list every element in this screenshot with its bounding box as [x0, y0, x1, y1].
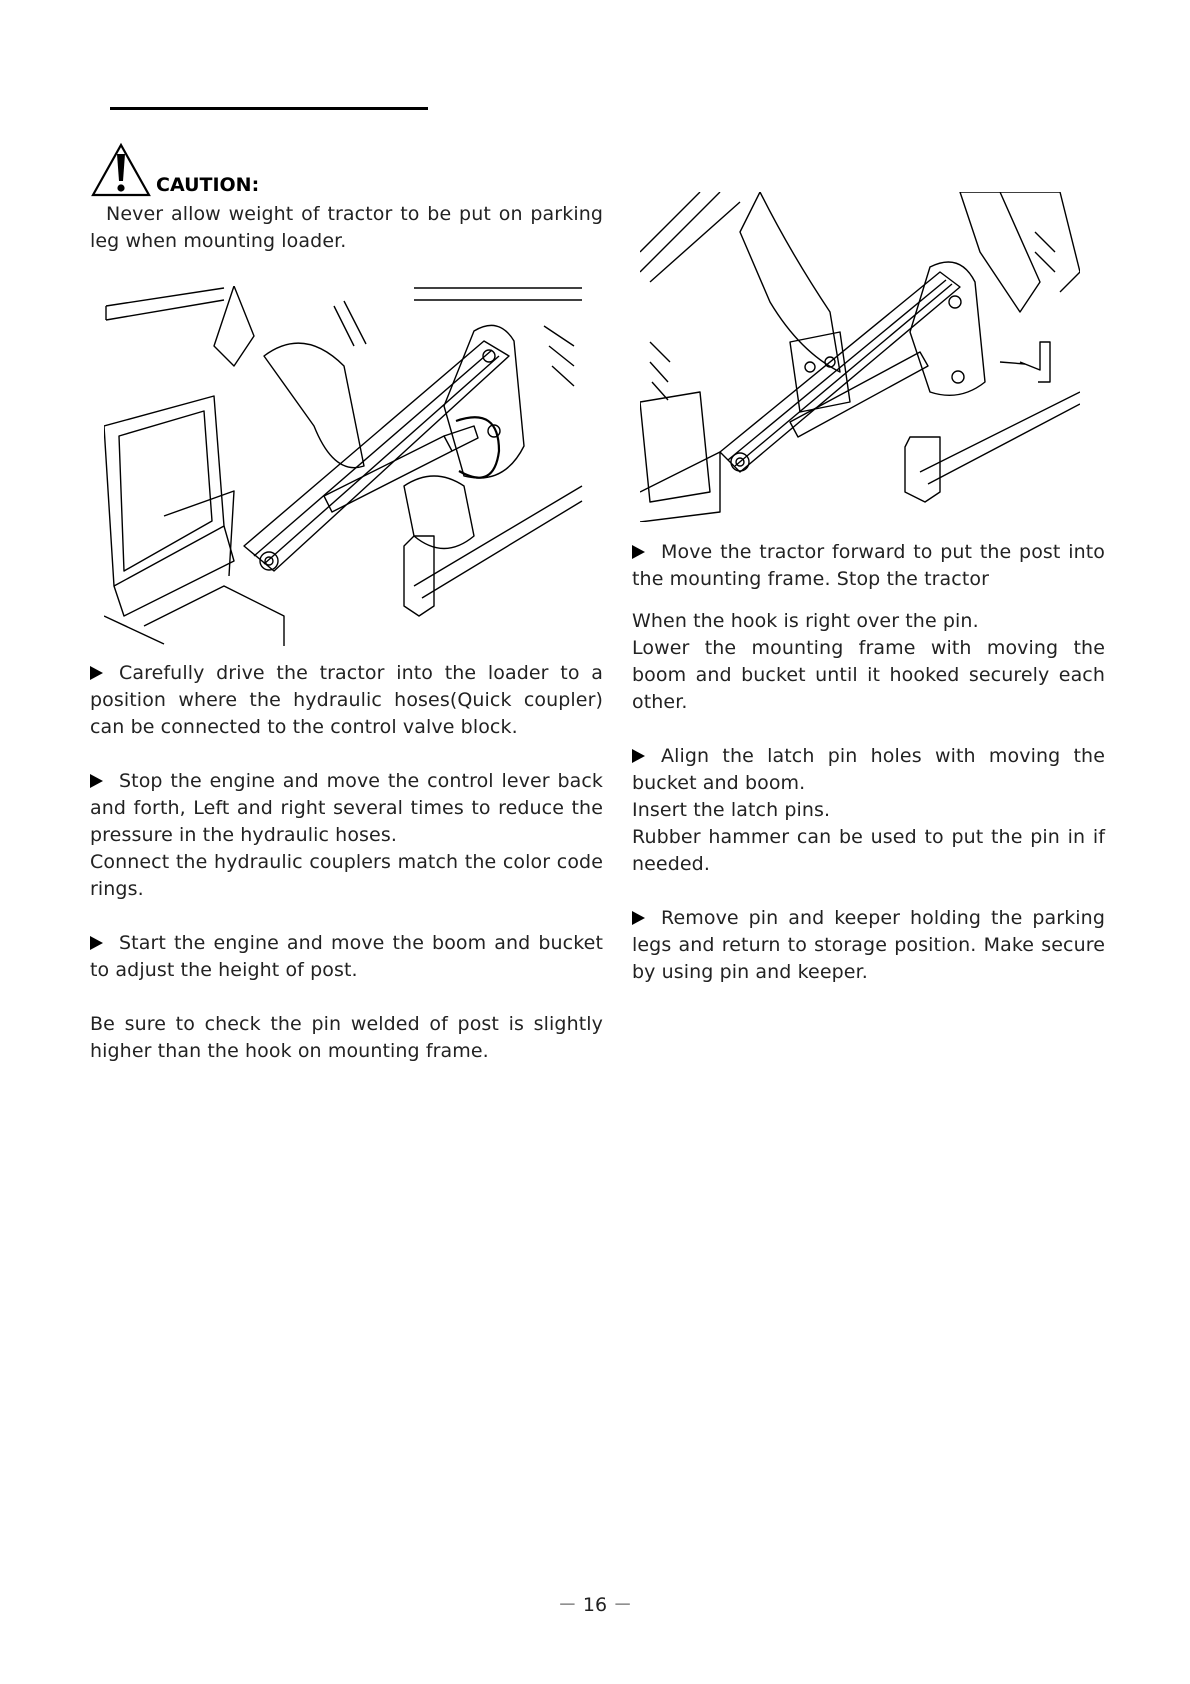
header-rule — [110, 107, 428, 110]
loader-mounting-illustration-1 — [104, 286, 584, 646]
caution-header — [90, 140, 610, 198]
instruction-check-pin: Be sure to check the pin welded of post is slightly higher than the hook on mounting frame. — [90, 1013, 603, 1062]
warning-triangle-icon — [90, 142, 152, 198]
caution-text: Never allow weight of tractor to be put on parking leg when mounting loader. — [90, 203, 603, 252]
right-column — [632, 539, 1105, 986]
instruction-align-holes: Align the latch pin holes with moving the bucket and boom. — [632, 745, 1105, 794]
left-column — [90, 660, 603, 1065]
page-number: － 16 － — [557, 1594, 633, 1616]
triangle-bullet-icon — [90, 936, 103, 950]
triangle-bullet-icon — [632, 749, 645, 763]
instruction-lower-frame: Lower the mounting frame with moving the boom and bucket until it hooked securely each other. — [632, 637, 1105, 713]
instruction-hook-over-pin: When the hook is right over the pin. — [632, 610, 979, 632]
instruction-connect-couplers: Connect the hydraulic couplers match the color code rings. — [90, 851, 603, 900]
instruction-start-engine: Start the engine and move the boom and bucket to adjust the height of post. — [90, 932, 603, 981]
caution-block — [90, 140, 610, 255]
instruction-drive-in: Carefully drive the tractor into the loader to a position where the hydraulic hoses(Quick coupler) can be connected to the control valve block. — [90, 662, 603, 738]
instruction-rubber-hammer: Rubber hammer can be used to put the pin in if needed. — [632, 826, 1105, 875]
instruction-stop-engine: Stop the engine and move the control lever back and forth, Left and right several times to reduce the pressure in the hydraulic hoses. — [90, 770, 603, 846]
caution-title: CAUTION: — [156, 174, 260, 196]
triangle-bullet-icon — [90, 774, 103, 788]
instruction-insert-pins: Insert the latch pins. — [632, 799, 831, 821]
triangle-bullet-icon — [632, 911, 645, 925]
triangle-bullet-icon — [90, 666, 103, 680]
loader-mounting-illustration-2 — [640, 192, 1080, 522]
instruction-move-forward: Move the tractor forward to put the post into the mounting frame. Stop the tractor — [632, 541, 1105, 590]
triangle-bullet-icon — [632, 545, 645, 559]
instruction-remove-pin: Remove pin and keeper holding the parking legs and return to storage position. Make secure by using pin and keeper. — [632, 907, 1105, 983]
